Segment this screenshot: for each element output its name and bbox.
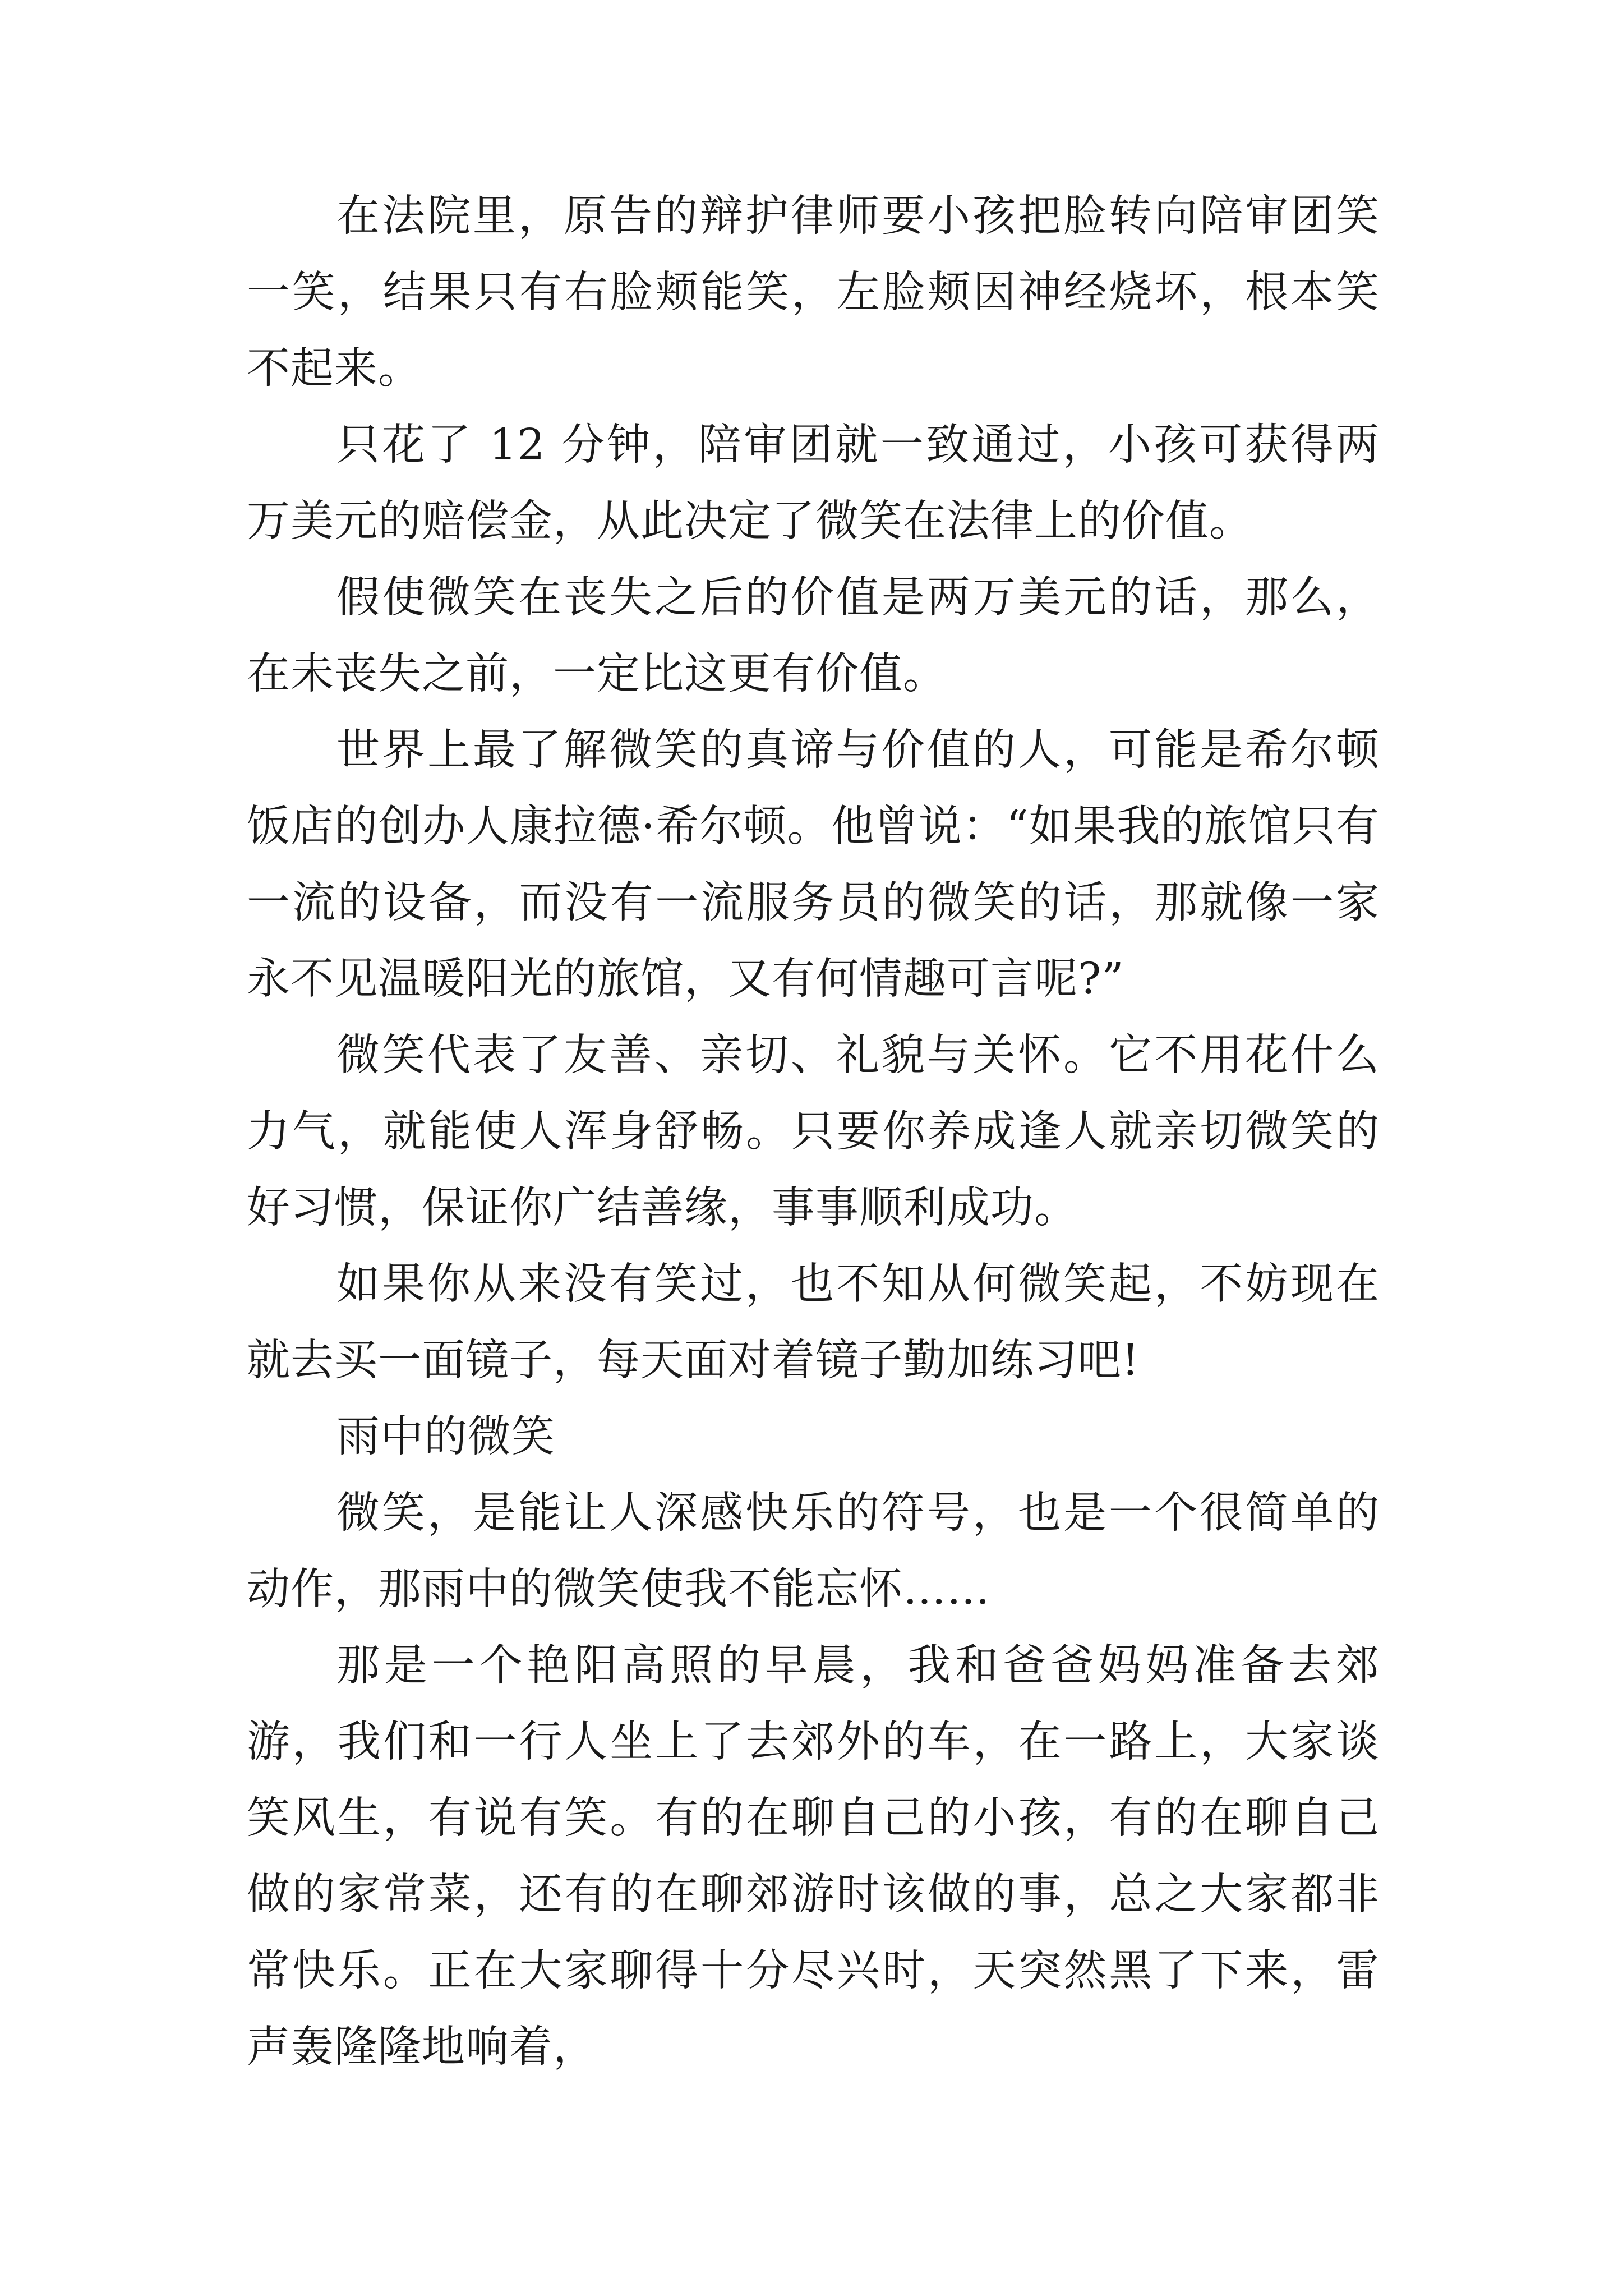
paragraph-outing-story: 那是一个艳阳高照的早晨，我和爸爸妈妈准备去郊游，我们和一行人坐上了去郊外的车，在一路上，大家谈笑风生，有说有笑。有的在聊自己的小孩，有的在聊自己做的家常菜，还有的在聊郊游时该做的事，总之大家都非常快乐。正在大家聊得十分尽兴时，天突然黑了下来，雷声轰隆隆地响着， [247,1641,1380,2072]
section-title: 雨中的微笑 [336,1412,555,1462]
paragraph-hilton-quote: 世界上最了解微笑的真谛与价值的人，可能是希尔顿饭店的创办人康拉德·希尔顿。他曾说：“如果我的旅馆只有一流的设备，而没有一流服务员的微笑的话，那就像一家永不见温暖阳光的旅馆，又有何情趣可言呢?” [247,725,1380,1004]
paragraph-rain-smile-intro: 微笑，是能让人深感快乐的符号，也是一个很简单的动作，那雨中的微笑使我不能忘怀…… [247,1488,1380,1614]
paragraph-smile-meaning: 微笑代表了友善、亲切、礼貌与关怀。它不用花什么力气，就能使人浑身舒畅。只要你养成逢人就亲切微笑的好习惯，保证你广结善缘，事事顺利成功。 [247,1030,1380,1233]
paragraph-mirror-practice: 如果你从来没有笑过，也不知从何微笑起，不妨现在就去买一面镜子，每天面对着镜子勤加练习吧! [247,1259,1380,1386]
document-body [247,178,1380,2086]
paragraph-jury-verdict: 只花了 12 分钟，陪审团就一致通过，小孩可获得两万美元的赔偿金，从此决定了微笑在法律上的价值。 [247,420,1380,546]
paragraph-smile-value: 假使微笑在丧失之后的价值是两万美元的话，那么，在未丧失之前，一定比这更有价值。 [247,573,1380,699]
paragraph-court-smile: 在法院里，原告的辩护律师要小孩把脸转向陪审团笑一笑，结果只有右脸颊能笑，左脸颊因神经烧坏，根本笑不起来。 [247,191,1380,394]
